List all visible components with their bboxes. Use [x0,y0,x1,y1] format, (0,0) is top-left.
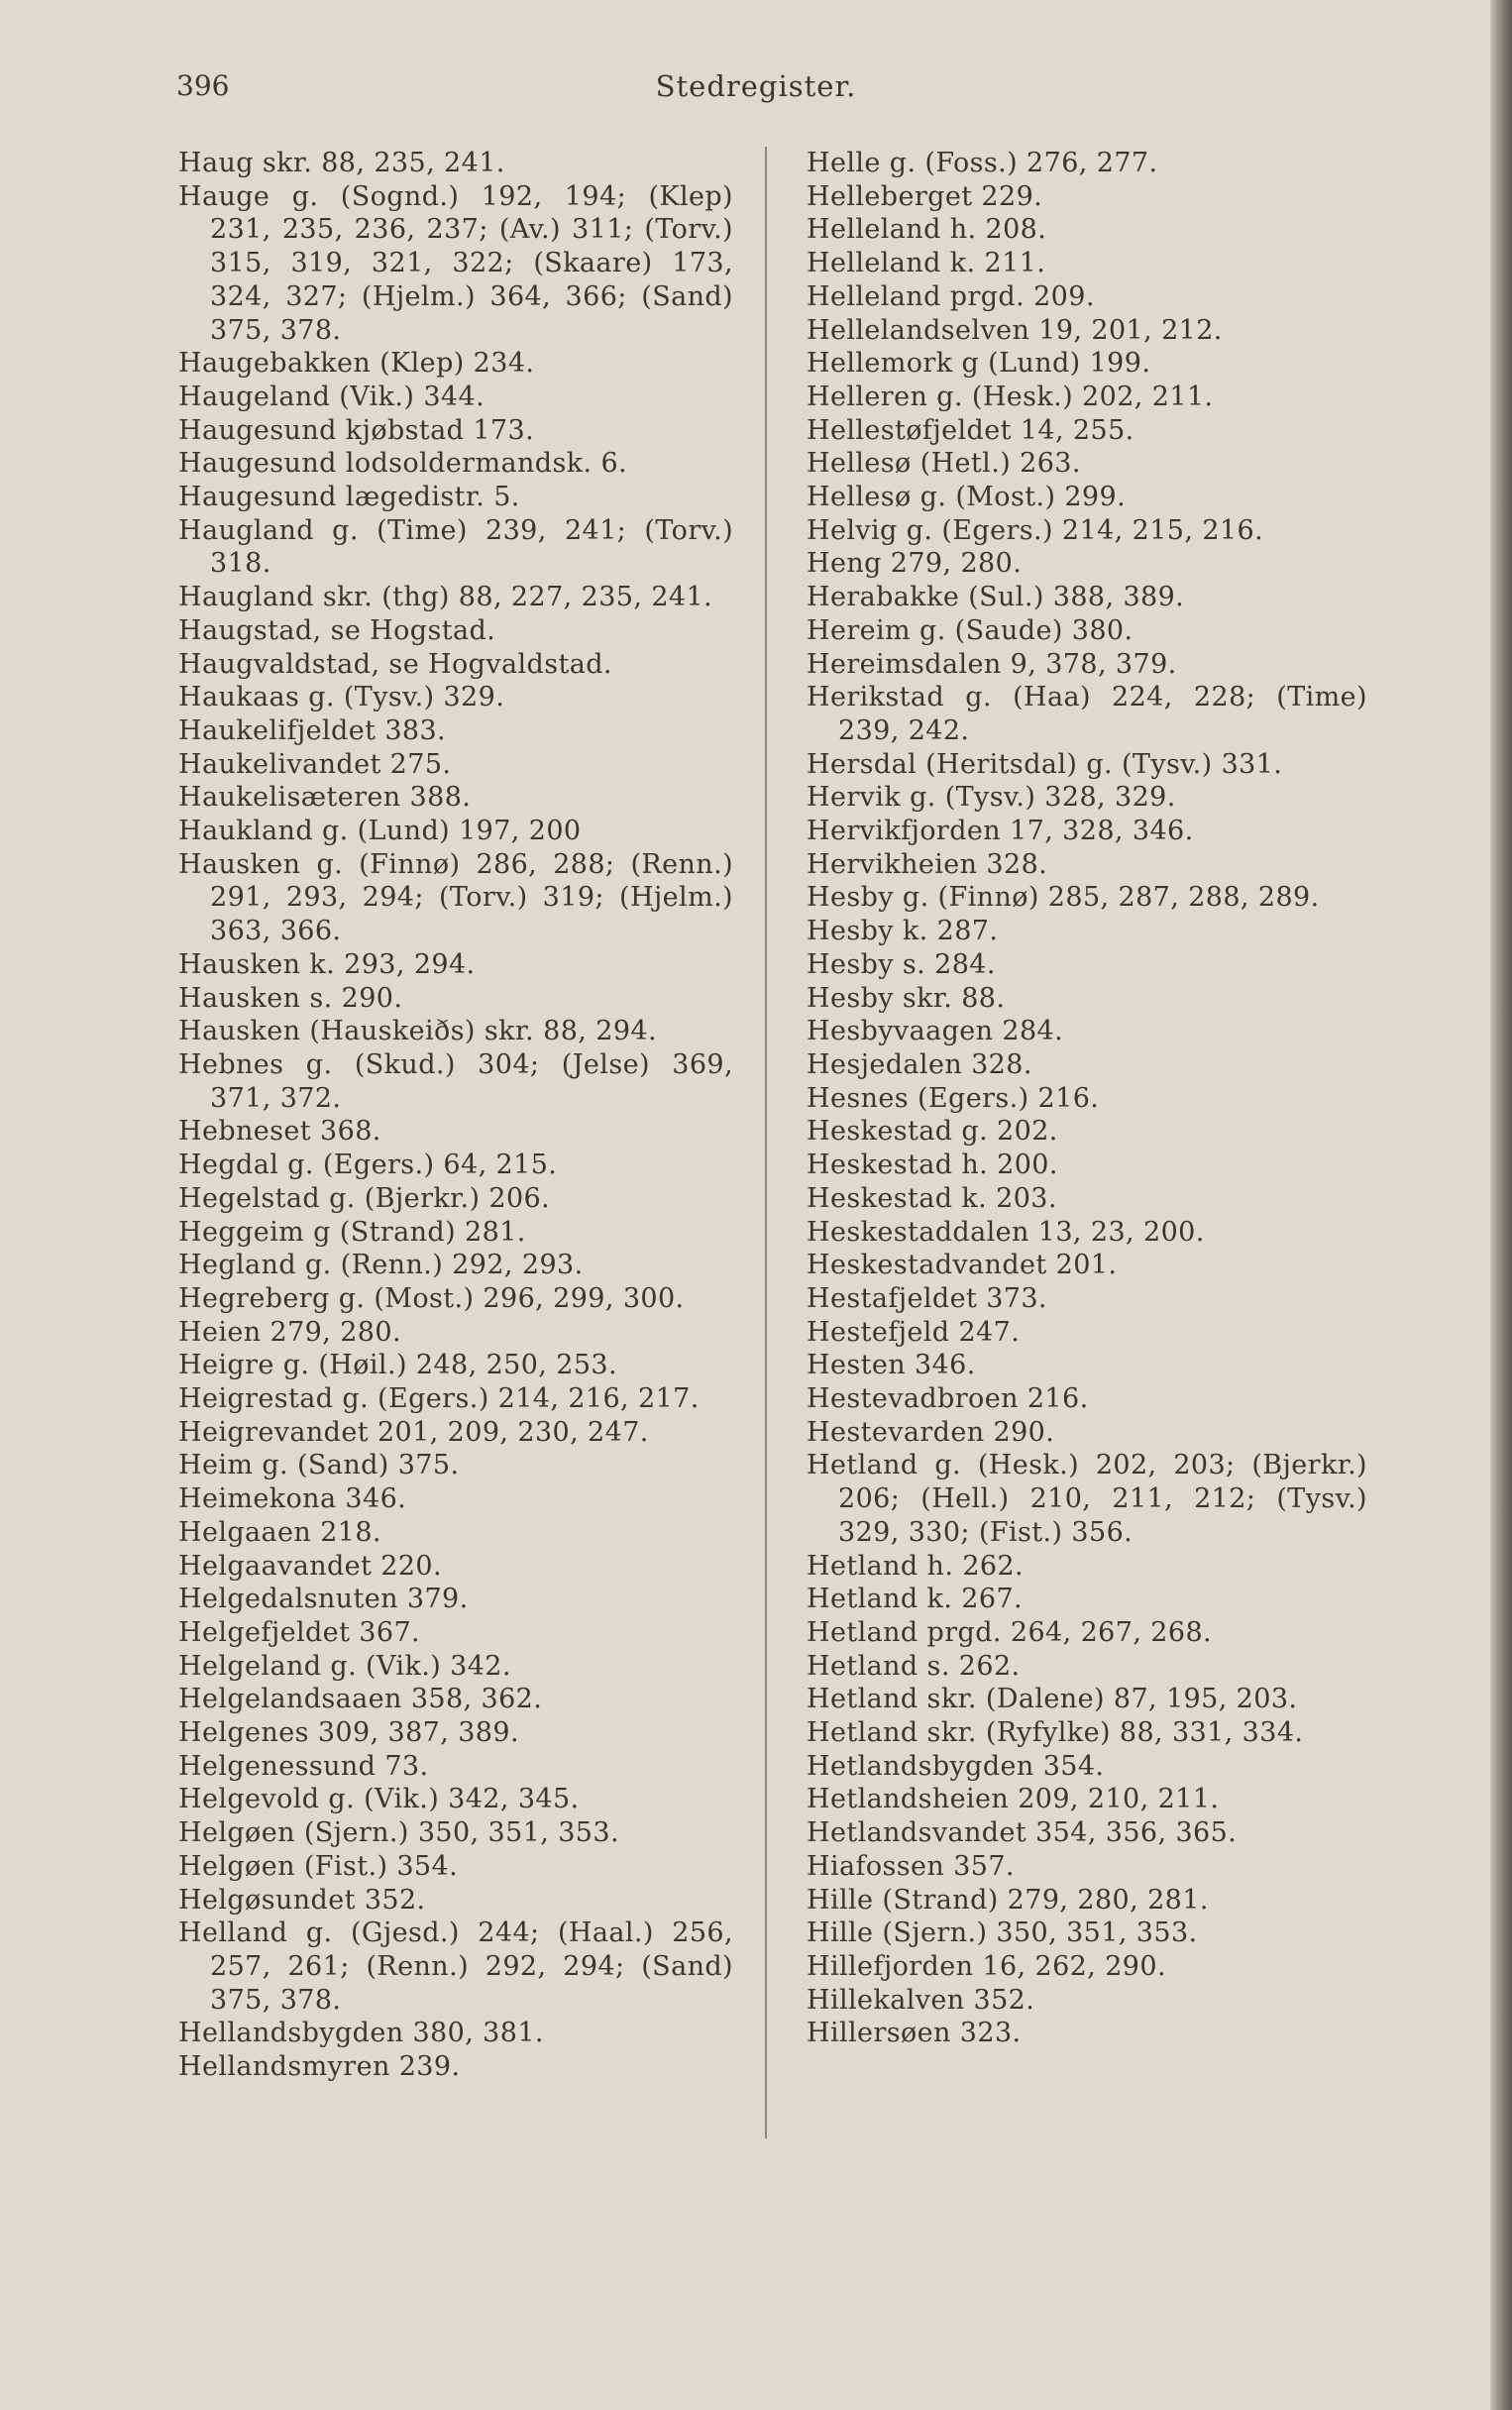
index-entry: Hellelandselven 19, 201, 212. [807,314,1223,346]
index-entry: Hervik g. (Tysv.) 328, 329. [807,782,1176,814]
index-entry: Hellestøfjeldet 14, 255. [807,414,1134,446]
index-entry: Hegelstad g. (Bjerkr.) 206. [178,1182,551,1214]
index-entry: Hillekalven 352. [807,1984,1035,2016]
index-entry: Helgøsundet 352. [178,1884,426,1916]
index-entry: Haugland skr. (thg) 88, 227, 235, 241. [178,582,713,613]
index-entry: Haugland g. (Time) 239, 241; (Torv.) 318. [178,514,733,580]
index-entry: Hellesø g. (Most.) 299. [807,482,1127,513]
index-entry: Hetlandsbygden 354. [807,1750,1105,1782]
index-entry: Hetland k. 267. [807,1584,1024,1615]
index-entry: Hegreberg g. (Most.) 296, 299, 300. [178,1282,685,1314]
index-entry: Hellesø (Hetl.) 263. [807,448,1081,480]
index-entry: Hiafossen 357. [807,1850,1015,1882]
index-entry: Heskestadvandet 201. [807,1250,1118,1281]
index-entry: Hillefjorden 16, 262, 290. [807,1950,1166,1982]
index-entry: Helvig g. (Egers.) 214, 215, 216. [807,514,1264,546]
index-entry: Hesby s. 284. [807,948,996,980]
index-entry: Haugesund kjøbstad 173. [178,414,535,446]
index-entry: Helleberget 229. [807,180,1043,212]
index-entry: Helleland h. 208. [807,214,1047,246]
index-entry: Heim g. (Sand) 375. [178,1450,460,1481]
index-entry: Hille (Sjern.) 350, 351, 353. [807,1917,1198,1949]
index-column-right [807,147,1367,2050]
index-entry: Herabakke (Sul.) 388, 389. [807,582,1185,613]
index-entry: Hetland h. 262. [807,1550,1025,1582]
index-entry: Hausken (Hauskeiðs) skr. 88, 294. [178,1016,657,1047]
index-entry: Hetland skr. (Dalene) 87, 195, 203. [807,1684,1298,1715]
index-entry: Hillersøen 323. [807,2018,1022,2049]
index-entry: Hegland g. (Renn.) 292, 293. [178,1250,584,1281]
index-entry: Haukelisæteren 388. [178,782,472,814]
index-entry: Helgaavandet 220. [178,1550,442,1582]
index-entry: Hesby skr. 88. [807,982,1006,1014]
index-entry: Heskestad h. 200. [807,1150,1058,1181]
index-entry: Hestafjeldet 373. [807,1282,1047,1314]
index-column-left [178,147,733,2084]
index-entry: Hestefjeld 247. [807,1316,1021,1348]
index-entry: Hesbyvaagen 284. [807,1016,1064,1047]
index-entry: Heigre g. (Høil.) 248, 250, 253. [178,1350,617,1381]
index-entry: Heskestaddalen 13, 23, 200. [807,1216,1205,1248]
index-entry: Hesten 346. [807,1350,976,1381]
index-entry: Hersdal (Heritsdal) g. (Tysv.) 331. [807,748,1283,780]
index-entry: Helgøen (Sjern.) 350, 351, 353. [178,1817,619,1849]
index-entry: Hestevadbroen 216. [807,1383,1089,1415]
index-entry: Haugesund lægedistr. 5. [178,482,520,513]
index-entry: Heimekona 346. [178,1483,407,1515]
index-entry: Helgevold g. (Vik.) 342, 345. [178,1784,580,1815]
index-entry: Haug skr. 88, 235, 241. [178,148,505,178]
index-entry: Hesby g. (Finnø) 285, 287, 288, 289. [807,882,1320,914]
index-entry: Hetland skr. (Ryfylke) 88, 331, 334. [807,1717,1304,1749]
index-entry: Haugvaldstad, se Hogvaldstad. [178,648,612,680]
running-head: Stedregister. [655,69,857,103]
index-entry: Hesby k. 287. [807,916,999,947]
index-entry: Heggeim g (Strand) 281. [178,1216,526,1248]
index-entry: Hausken k. 293, 294. [178,948,476,980]
page-number: 396 [176,69,230,102]
index-entry: Helleland prgd. 209. [807,280,1095,312]
index-entry: Hervikheien 328. [807,848,1048,880]
page-edge [1490,0,1512,2410]
index-entry: Helgeland g. (Vik.) 342. [178,1650,511,1682]
index-entry: Hetland s. 262. [807,1650,1021,1682]
index-entry: Hereim g. (Saude) 380. [807,614,1134,646]
index-entry: Haugeland (Vik.) 344. [178,381,486,412]
index-entry: Helleren g. (Hesk.) 202, 211. [807,381,1214,412]
index-entry: Hetland g. (Hesk.) 202, 203; (Bjerkr.) 206; (Hell.) 210, 211, 212; (Tysv.) 329, 330; (Fist.) 356. [807,1450,1367,1548]
index-entry: Heng 279, 280. [807,548,1023,580]
index-entry: Haukelifjeldet 383. [178,714,447,746]
page-header [0,69,1512,109]
index-entry: Helleland k. 211. [807,248,1046,279]
index-entry: Hesjedalen 328. [807,1048,1032,1080]
index-entry: Helgaaen 218. [178,1516,381,1548]
index-entry: Hellandsmyren 239. [178,2051,461,2083]
index-entry: Hebneset 368. [178,1116,381,1148]
index-entry: Helland g. (Gjesd.) 244; (Haal.) 256, 257, 261; (Renn.) 292, 294; (Sand) 375, 378. [178,1917,733,2016]
index-entry: Helgedalsnuten 379. [178,1584,469,1615]
index-entry: Heigrestad g. (Egers.) 214, 216, 217. [178,1383,700,1415]
index-entry: Hervikfjorden 17, 328, 346. [807,816,1194,847]
index-entry: Helgenes 309, 387, 389. [178,1717,519,1749]
index-entry: Hausken s. 290. [178,982,403,1014]
index-entry: Haugstad, se Hogstad. [178,614,496,646]
index-entry: Heien 279, 280. [178,1316,401,1348]
index-entry: Hellandsbygden 380, 381. [178,2018,544,2049]
index-entry: Hebnes g. (Skud.) 304; (Jelse) 369, 371, 372. [178,1048,733,1114]
index-entry: Hetlandsvandet 354, 356, 365. [807,1817,1238,1849]
index-entry: Haukelivandet 275. [178,748,452,780]
index-entry: Herikstad g. (Haa) 224, 228; (Time) 239, 242. [807,682,1367,746]
index-entry: Heskestad g. 202. [807,1116,1058,1148]
index-entry: Hegdal g. (Egers.) 64, 215. [178,1150,558,1181]
index-entry: Helgenessund 73. [178,1750,429,1782]
index-entry: Hetland prgd. 264, 267, 268. [807,1616,1213,1648]
index-entry: Haukland g. (Lund) 197, 200 [178,816,582,847]
column-divider [765,147,767,2138]
index-entry: Hausken g. (Finnø) 286, 288; (Renn.) 291, 293, 294; (Torv.) 319; (Hjelm.) 363, 366. [178,848,733,947]
index-entry: Haugesund lodsoldermandsk. 6. [178,448,627,480]
index-entry: Helgøen (Fist.) 354. [178,1850,459,1882]
index-entry: Hereimsdalen 9, 378, 379. [807,648,1177,680]
index-entry: Helle g. (Foss.) 276, 277. [807,148,1158,178]
index-entry: Hetlandsheien 209, 210, 211. [807,1784,1220,1815]
index-entry: Helgelandsaaen 358, 362. [178,1684,543,1715]
index-entry: Heigrevandet 201, 209, 230, 247. [178,1416,649,1448]
index-entry: Hestevarden 290. [807,1416,1055,1448]
index-entry: Haukaas g. (Tysv.) 329. [178,682,505,713]
index-entry: Helgefjeldet 367. [178,1616,421,1648]
index-entry: Heskestad k. 203. [807,1182,1057,1214]
index-entry: Hesnes (Egers.) 216. [807,1082,1100,1114]
index-entry: Hille (Strand) 279, 280, 281. [807,1884,1209,1916]
index-entry: Hellemork g (Lund) 199. [807,348,1151,380]
index-entry: Haugebakken (Klep) 234. [178,348,535,380]
index-entry: Hauge g. (Sognd.) 192, 194; (Klep) 231, 235, 236, 237; (Av.) 311; (Torv.) 315, 319, 321, 322; (Skaare) 173, 324, 327; (Hjelm.) 364, 366; (Sand) 375, 378. [178,180,733,346]
